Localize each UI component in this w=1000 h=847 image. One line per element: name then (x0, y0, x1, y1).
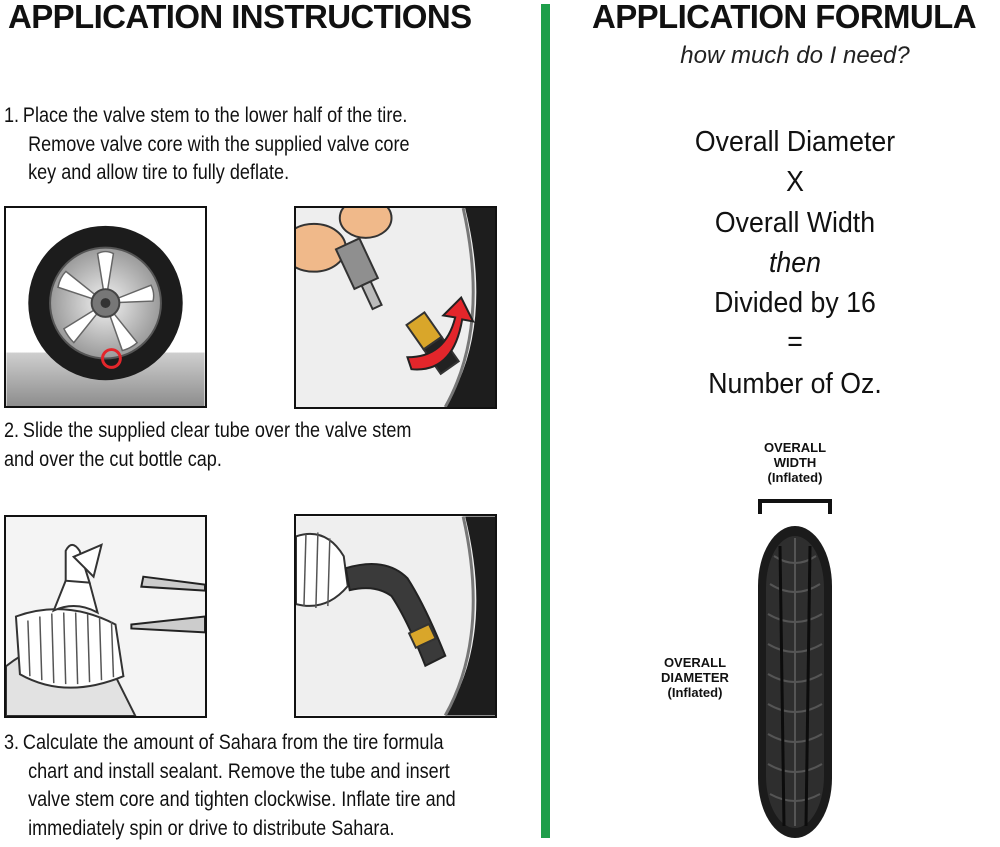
step-number: 3. (4, 731, 20, 754)
formula-connector-then: then (769, 247, 821, 279)
valve-core-removal-illustration (294, 206, 497, 409)
formula-equals: = (787, 326, 803, 358)
tire-icon (740, 496, 850, 842)
step-3-text (4, 729, 456, 843)
step-line: valve stem core and tighten clockwise. Inflate tire and (28, 788, 456, 811)
wheel-icon (6, 208, 205, 406)
width-label-line: WIDTH (773, 455, 817, 470)
step-line: Remove valve core with the supplied valve core (28, 132, 410, 156)
bottle-icon (6, 517, 205, 716)
diameter-label-line: OVERALL (663, 655, 727, 670)
diameter-label-line: DIAMETER (661, 670, 729, 685)
column-divider (541, 4, 550, 838)
step-line: Slide the supplied clear tube over the valve stem (22, 419, 412, 442)
step-2-text (4, 417, 411, 474)
bottle-cap-cut-illustration (4, 515, 207, 718)
formula-divisor: Divided by 16 (714, 287, 876, 319)
step-line: and over the cut bottle cap. (4, 447, 222, 471)
step-1-text (4, 102, 410, 188)
width-label-line: OVERALL (763, 440, 827, 455)
formula-result: Number of Oz. (708, 368, 882, 400)
step-line: immediately spin or drive to distribute Sahara. (28, 816, 395, 840)
width-bracket (760, 501, 830, 514)
wheel-valve-illustration (4, 206, 207, 408)
step-number: 1. (4, 104, 20, 127)
formula-operator-times: X (786, 166, 804, 198)
clear-tube-illustration (294, 514, 497, 718)
step-line: Calculate the amount of Sahara from the tire formula (22, 731, 444, 754)
step-line: chart and install sealant. Remove the tube and insert (28, 759, 450, 783)
step-number: 2. (4, 419, 20, 442)
formula-heading: APPLICATION FORMULA (592, 0, 976, 35)
formula-term-width: Overall Width (714, 207, 876, 239)
step-line: key and allow tire to fully deflate. (28, 161, 290, 184)
instructions-heading: APPLICATION INSTRUCTIONS (8, 0, 472, 35)
overall-diameter-label (640, 655, 750, 700)
overall-width-label (745, 440, 845, 485)
formula-term-diameter: Overall Diameter (694, 126, 896, 158)
formula-subtitle: how much do I need? (680, 42, 910, 69)
step-line: Place the valve stem to the lower half of the tire. (22, 104, 408, 127)
valve-core-key-icon (296, 208, 495, 407)
tire-front-view-figure (740, 496, 850, 842)
diameter-label-line: (Inflated) (667, 685, 723, 700)
tube-icon (296, 516, 495, 716)
width-label-line: (Inflated) (767, 470, 823, 485)
